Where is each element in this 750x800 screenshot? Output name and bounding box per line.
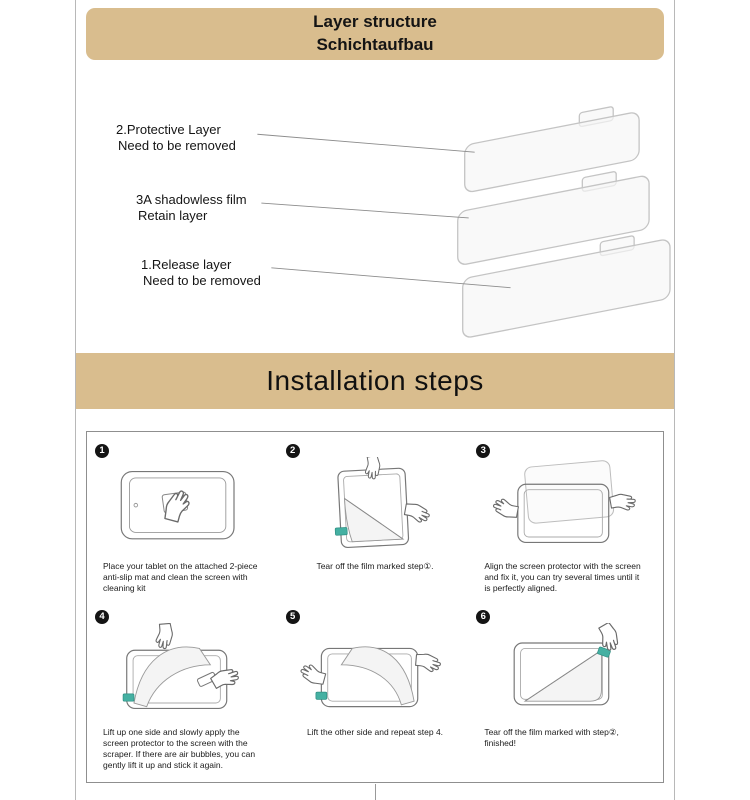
layer-label-shadowless-film: 3A shadowless film Retain layer: [136, 192, 247, 224]
marker-tab: [316, 692, 327, 699]
step-3: [470, 438, 661, 604]
hand-icon: [492, 498, 519, 519]
step-6: [470, 604, 661, 788]
layer-label-release: 1.Release layer Need to be removed: [141, 257, 261, 289]
installation-steps-banner: [76, 353, 674, 409]
step-1-number-badge: 1: [95, 444, 109, 458]
step-2-caption: Tear off the film marked step①.: [316, 561, 434, 571]
step-5: [280, 604, 471, 788]
step-4-illustration: [95, 622, 274, 724]
fold-mark: [375, 784, 376, 800]
step-3-caption: Align the screen protector with the screen and fix it, you can try several times until it is perfectly aligned.: [484, 561, 641, 594]
step-5-number-badge: 5: [286, 610, 300, 624]
step-4: [89, 604, 280, 788]
label-line-film: [261, 203, 468, 218]
tablet-peel-film-icon: [332, 468, 409, 548]
step-1-caption: Place your tablet on the attached 2-piece anti-slip mat and clean the screen with cleaning kit: [103, 561, 258, 594]
layer-label-protective: 2.Protective Layer Need to be removed: [116, 122, 236, 154]
hand-icon: [415, 653, 441, 672]
step-2-number-badge: 2: [286, 444, 300, 458]
step-3-illustration: [476, 456, 655, 558]
installation-steps-title: Installation steps: [266, 365, 484, 396]
protector-sheet-icon: [524, 460, 614, 524]
step-6-illustration: [476, 622, 655, 724]
marker-tab: [123, 694, 134, 701]
installation-steps-grid: [86, 431, 664, 783]
step-5-caption: Lift the other side and repeat step 4.: [306, 727, 444, 737]
hand-icon: [155, 623, 174, 649]
banner-title-de: Schichtaufbau: [316, 35, 434, 54]
step-6-number-badge: 6: [476, 610, 490, 624]
layer-diagram: [76, 60, 674, 353]
step-4-number-badge: 4: [95, 610, 109, 624]
step-4-caption: Lift up one side and slowly apply the screen protector to the screen with the scraper. If there are air bubbles, you can gently lift it up and stick it again.: [103, 727, 256, 771]
label-line-protective: [257, 134, 474, 152]
sheet-content: [75, 0, 675, 800]
step-5-illustration: [286, 622, 465, 724]
step-1-illustration: [95, 456, 274, 558]
banner-title-en: Layer structure: [313, 12, 437, 32]
step-1: [89, 438, 280, 604]
step-6-caption: Tear off the film marked with step②, finished!: [484, 727, 619, 749]
step-2: [280, 438, 471, 604]
step-2-illustration: [286, 456, 465, 558]
layer-structure-banner: [86, 8, 664, 60]
step1-marker-tab: [335, 527, 347, 535]
step-3-number-badge: 3: [476, 444, 490, 458]
